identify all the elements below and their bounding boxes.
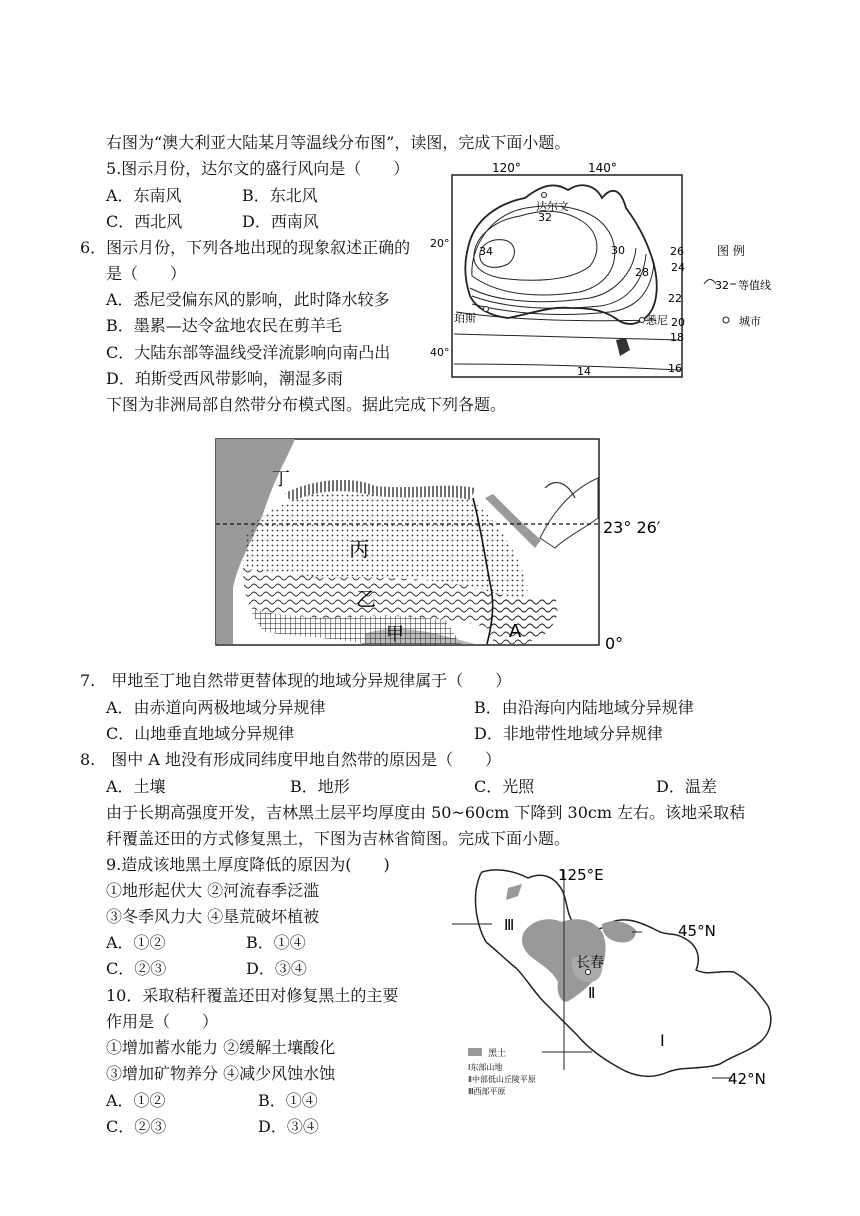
q7-option-a[interactable]: A．由赤道向两极地域分异规律 [106,698,326,717]
legend-region-i: Ⅰ东部山地 [468,1063,503,1072]
q8-option-a[interactable]: A．土壤 [106,777,166,796]
q5-option-d[interactable]: D．西南风 [242,212,319,231]
legend-city-icon [723,317,729,323]
q5-option-b[interactable]: B．东北风 [242,186,318,205]
q8-stem: 8. 图中 A 地没有形成同纬度甲地自然带的原因是（ ） [80,750,501,769]
isotherm-label-28: 28 [635,266,649,279]
lat-label-20: 20° [430,237,450,250]
q10-option-a[interactable]: A．①② [106,1091,166,1110]
lat-label-45n: 45°N [678,922,716,940]
isotherm-label-26: 26 [670,245,684,258]
region-label-ii: Ⅱ [588,984,596,1002]
q6-stem-cont: 是（ ） [106,264,187,283]
zone-label-yi: 乙 [356,587,376,611]
legend-title: 图 例 [717,244,745,258]
city-darwin-marker [542,193,547,198]
q9-items-line1: ①地形起伏大 ②河流春季泛滥 [106,881,320,900]
city-perth-marker [484,307,489,312]
intro-africa: 下图为非洲局部自然带分布模式图。据此完成下列各题。 [106,395,507,414]
q7-option-d[interactable]: D．非地带性地域分异规律 [474,724,663,743]
city-darwin-label: 达尔文 [536,200,569,213]
q10-items-line2: ③增加矿物养分 ④减少风蚀水蚀 [106,1064,336,1083]
zone-label-a: A [509,621,522,642]
q7-option-c[interactable]: C．山地垂直地域分异规律 [106,724,295,743]
region-label-iii: Ⅲ [504,916,515,934]
australia-isotherm-map [430,158,790,380]
q9-option-a[interactable]: A．①② [106,933,166,952]
q7-stem: 7. 甲地至丁地自然带更替体现的地域分异规律属于（ ） [80,671,512,690]
q6-option-d[interactable]: D．珀斯受西风带影响，潮湿多雨 [106,369,343,388]
q9-option-d[interactable]: D．③④ [246,959,307,978]
legend-region-iii: Ⅲ西部平原 [468,1087,506,1096]
zone-label-bing: 丙 [349,537,369,561]
q9-option-c[interactable]: C．②③ [106,959,167,978]
q10-option-b[interactable]: B．①④ [258,1091,318,1110]
q6-stem: 6．图示月份，下列各地出现的现象叙述正确的 [80,238,411,257]
isotherm-label-20: 20 [671,316,685,329]
q8-option-c[interactable]: C．光照 [474,777,535,796]
isotherm-label-32: 32 [538,211,552,224]
lat-label-40: 40° [430,346,450,359]
q9-option-b[interactable]: B．①④ [246,933,306,952]
intro-australia: 右图为“澳大利亚大陆某月等温线分布图”，读图，完成下面小题。 [106,133,571,152]
q8-option-b[interactable]: B．地形 [290,777,350,796]
q5-option-c[interactable]: C．西北风 [106,212,183,231]
q10-stem-cont: 作用是（ ） [106,1012,219,1031]
city-perth-label: 珀斯 [454,312,476,325]
lon-label-125e: 125°E [558,866,604,884]
isotherm-label-24: 24 [671,261,685,274]
intro-jilin-line1: 由于长期高强度开发，吉林黑土层平均厚度由 50~60cm 下降到 30cm 左右。该地采取秸 [106,803,746,822]
jilin-province-map [452,860,792,1115]
isotherm-label-14: 14 [577,365,591,378]
q10-option-c[interactable]: C．②③ [106,1117,167,1136]
q6-option-b[interactable]: B．墨累—达令盆地农民在剪羊毛 [106,316,342,335]
africa-natural-zones-map [215,438,665,653]
lon-label-140: 140° [588,161,617,175]
q10-stem: 10．采取秸秆覆盖还田对修复黑土的主要 [106,986,399,1005]
q7-option-b[interactable]: B．由沿海向内陆地域分异规律 [474,698,694,717]
legend-region-ii: Ⅱ中部低山丘陵平原 [468,1075,536,1084]
legend-city-label: 城市 [739,315,761,328]
jilin-outline [475,870,770,1076]
isotherm-label-16: 16 [668,362,682,375]
city-sydney-label: 悉尼 [646,314,668,327]
region-label-i: Ⅰ [660,1031,665,1050]
isotherm-label-22: 22 [668,292,682,305]
q10-option-d[interactable]: D．③④ [258,1117,319,1136]
zone-label-ding: 丁 [272,469,290,490]
legend-line-value: 32 [715,279,729,292]
city-sydney-marker [640,318,645,323]
tropic-label: 23° 26′ [603,518,661,537]
q10-items-line1: ①增加蓄水能力 ②缓解土壤酸化 [106,1038,336,1057]
q8-option-d[interactable]: D．温差 [656,777,717,796]
q6-option-c[interactable]: C．大陆东部等温线受洋流影响向南凸出 [106,343,391,362]
q9-items-line2: ③冬季风力大 ④垦荒破坏植被 [106,907,320,926]
zone-label-jia: 甲 [386,624,404,645]
city-changchun-label: 长春 [576,955,604,971]
lat-label-42n: 42°N [728,1070,766,1088]
q9-stem: 9.造成该地黑土厚度降低的原因为( ) [106,855,390,874]
legend-line-label: 等值线 [738,279,771,292]
isotherm-label-18: 18 [670,331,684,344]
lon-label-120: 120° [492,161,521,175]
isotherm-label-34: 34 [479,245,493,258]
q6-option-a[interactable]: A．悉尼受偏东风的影响，此时降水较多 [106,290,390,309]
equator-label: 0° [605,634,624,653]
legend-black-soil-swatch [468,1048,482,1056]
q5-option-a[interactable]: A．东南风 [106,186,182,205]
legend-black-soil: 黑土 [488,1049,507,1059]
q5-stem: 5.图示月份，达尔文的盛行风向是（ ） [106,159,410,178]
isotherm-label-30: 30 [611,244,625,257]
intro-jilin-line2: 秆覆盖还田的方式修复黑土，下图为吉林省简图。完成下面小题。 [106,829,571,848]
